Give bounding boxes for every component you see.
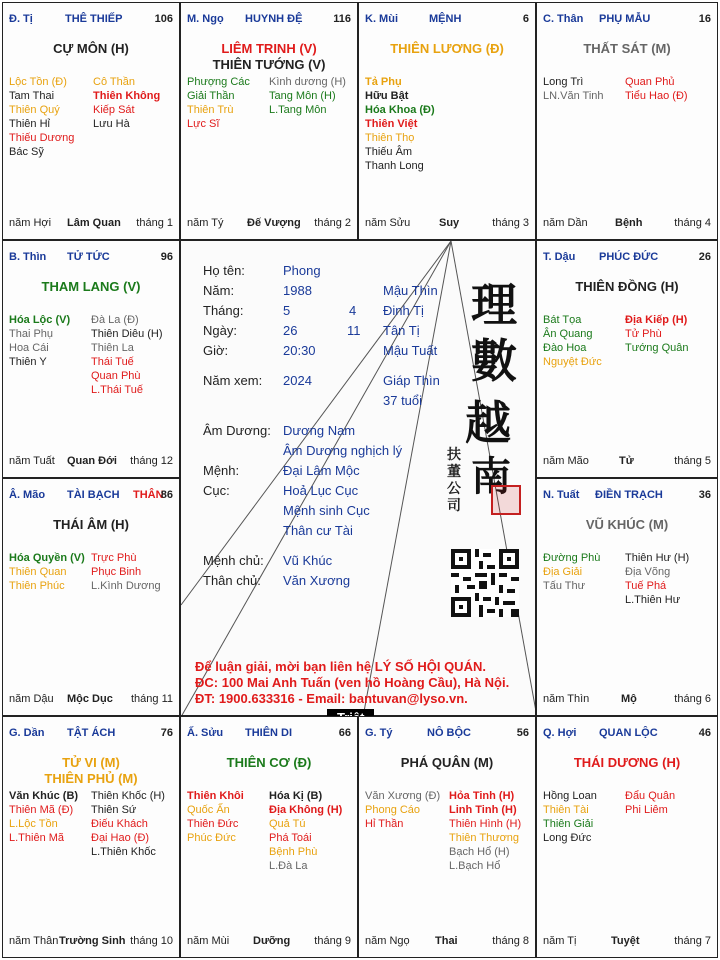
- minor-star: Phi Liêm: [625, 804, 668, 816]
- palace-year: năm Thân: [9, 935, 59, 947]
- minor-star: Bác Sỹ: [9, 146, 44, 158]
- palace-position: Q. Hợi: [543, 727, 577, 739]
- minor-star: L.Kình Dương: [91, 580, 161, 592]
- minor-star: Văn Khúc (B): [9, 790, 79, 802]
- minor-star: L.Thiên Mã: [9, 832, 65, 844]
- palace-dan: [2, 716, 180, 958]
- main-star: THÁI ÂM (H): [53, 517, 129, 532]
- minor-star: L.Đà La: [269, 860, 308, 872]
- minor-stars-left: [187, 75, 250, 131]
- minor-stars-left: [365, 75, 435, 173]
- palace-footer: [365, 935, 529, 949]
- minor-star: Địa Võng: [625, 566, 671, 578]
- palace-position: Ấ. Sửu: [187, 727, 224, 739]
- minor-star: Thiên Hình (H): [449, 818, 522, 830]
- palace-number: 36: [698, 489, 711, 501]
- value-menh-chu: Vũ Khúc: [283, 553, 333, 568]
- palace-footer: [9, 693, 173, 707]
- minor-star: Hoa Cái: [9, 342, 49, 354]
- minor-star: Lực Sĩ: [187, 118, 220, 130]
- palace-position: Đ. Tị: [9, 13, 33, 25]
- minor-star: Thiên Đức: [187, 818, 239, 830]
- minor-stars-right: [91, 313, 163, 397]
- palace-month: tháng 1: [136, 217, 173, 229]
- palace-position: C. Thân: [543, 13, 584, 25]
- palace-header: [543, 251, 711, 265]
- minor-stars-right: [449, 789, 521, 873]
- minor-star: Tấu Thư: [543, 580, 586, 592]
- palace-phase: Suy: [439, 217, 460, 229]
- label-than-chu: Thân chủ:: [203, 573, 261, 588]
- minor-star: Địa Không (H): [269, 804, 343, 816]
- main-stars: [3, 755, 179, 787]
- palace-month: tháng 4: [674, 217, 711, 229]
- calligraphy-char-1: 理: [471, 278, 517, 332]
- side-char-2: 董: [447, 464, 461, 480]
- value-ngay: 26: [283, 323, 298, 338]
- minor-star: Thái Tuế: [91, 356, 134, 368]
- main-star: THAM LANG (V): [41, 279, 141, 294]
- minor-star: Thiên Quan: [9, 566, 67, 578]
- palace-header: [187, 13, 351, 27]
- palace-number: 76: [160, 727, 173, 739]
- minor-star: Tiểu Hao (Đ): [625, 90, 688, 102]
- main-stars: [537, 279, 717, 295]
- minor-star: Thiên Giải: [543, 818, 594, 830]
- palace-position: T. Dậu: [543, 251, 576, 263]
- minor-star: Linh Tinh (H): [449, 804, 517, 816]
- minor-star: Cô Thần: [93, 76, 135, 88]
- palace-number: 26: [698, 251, 711, 263]
- palace-year: năm Dậu: [9, 693, 54, 705]
- red-seal-stamp: [491, 485, 521, 515]
- palace-footer: [9, 217, 173, 231]
- minor-star: Thiên Thọ: [365, 132, 415, 144]
- main-star: PHÁ QUÂN (M): [400, 755, 494, 770]
- minor-star: Hỉ Thần: [365, 818, 404, 830]
- label-nam-xem: Năm xem:: [203, 373, 263, 388]
- minor-star: Kiếp Sát: [93, 104, 135, 116]
- minor-star: Lộc Tồn (Đ): [9, 76, 67, 88]
- center-info-panel: [180, 240, 536, 716]
- minor-star: Địa Giải: [543, 566, 583, 578]
- palace-footer: [9, 455, 173, 469]
- minor-star: L.Thiên Khốc: [91, 846, 156, 858]
- label-am-duong: Âm Dương:: [203, 423, 271, 438]
- main-stars: [359, 41, 535, 57]
- palace-house-name: PHÚC ĐỨC: [599, 251, 659, 263]
- minor-stars-left: [9, 551, 85, 593]
- value-thang-can: Đinh Tị: [383, 303, 424, 318]
- palace-month: tháng 2: [314, 217, 351, 229]
- minor-star: Tướng Quân: [625, 342, 689, 354]
- minor-star: Đà La (Đ): [91, 314, 139, 326]
- main-star: THẤT SÁT (M): [583, 41, 671, 56]
- minor-star: L.Lộc Tồn: [9, 818, 58, 830]
- palace-phase: Dưỡng: [253, 935, 291, 947]
- palace-header: [365, 13, 529, 27]
- main-star: LIÊM TRINH (V): [221, 41, 317, 56]
- value-cuc-2: Mệnh sinh Cục: [283, 503, 370, 518]
- minor-stars-left: [543, 551, 600, 593]
- main-star: CỰ MÔN (H): [53, 41, 129, 56]
- minor-star: Thiên Việt: [365, 118, 418, 130]
- minor-stars-right: [269, 75, 346, 117]
- minor-star: Thiên Phúc: [9, 580, 65, 592]
- palace-footer: [543, 455, 711, 469]
- palace-than: [536, 2, 718, 240]
- main-stars: [537, 755, 717, 771]
- minor-star: L.Thiên Hư: [625, 594, 681, 606]
- palace-position: N. Tuất: [543, 489, 580, 501]
- palace-number: 6: [522, 13, 529, 25]
- palace-house-name: TỬ TỨC: [67, 251, 110, 263]
- minor-star: Thiên Quý: [9, 104, 60, 116]
- palace-header: [543, 489, 711, 503]
- value-nam-xem-can: Giáp Thìn: [383, 373, 440, 388]
- label-ngay: Ngày:: [203, 323, 237, 338]
- palace-number: 96: [160, 251, 173, 263]
- value-gio-can: Mậu Tuất: [383, 343, 438, 358]
- value-cuc-3: Thân cư Tài: [283, 523, 353, 538]
- minor-star: Văn Xương (Đ): [365, 790, 441, 802]
- minor-star: LN.Văn Tinh: [543, 90, 604, 102]
- palace-number: 46: [698, 727, 711, 739]
- minor-star: Thanh Long: [365, 160, 424, 172]
- palace-month: tháng 6: [674, 693, 711, 705]
- calligraphy-char-2: 數: [471, 334, 517, 388]
- minor-star: Tử Phù: [625, 328, 662, 340]
- minor-stars-left: [9, 75, 74, 159]
- side-char-1: 扶: [447, 447, 461, 463]
- minor-star: Bát Tọa: [543, 314, 582, 326]
- main-stars: [181, 755, 357, 771]
- minor-star: Thiên Diêu (H): [91, 328, 163, 340]
- palace-year: năm Tý: [187, 217, 224, 229]
- palace-phase: Mộc Dục: [67, 693, 113, 705]
- label-nam: Năm:: [203, 283, 235, 298]
- palace-house-name: TÀI BẠCH: [67, 489, 120, 501]
- palace-header: [9, 13, 173, 27]
- palace-position: B. Thìn: [9, 251, 47, 263]
- minor-star: Phá Toái: [269, 832, 312, 844]
- minor-star: Hóa Kị (B): [269, 790, 323, 802]
- minor-star: Hồng Loan: [543, 790, 597, 802]
- minor-stars-left: [9, 789, 78, 845]
- main-star: THIÊN TƯỚNG (V): [212, 57, 326, 72]
- value-ngay-am: 11: [347, 323, 361, 338]
- palace-footer: [543, 693, 711, 707]
- palace-ty2: [358, 716, 536, 958]
- main-star: THÁI DƯƠNG (H): [573, 755, 681, 770]
- contact-line-1: Để luận giải, mời bạn liên hệ LÝ SỐ HỘI QUÁN.: [195, 659, 486, 674]
- value-thang-am: 4: [349, 303, 357, 318]
- value-gio: 20:30: [283, 343, 316, 358]
- palace-month: tháng 7: [674, 935, 711, 947]
- palace-header: [543, 13, 711, 27]
- palace-house-name: THÊ THIẾP: [65, 13, 123, 25]
- contact-line-3: ĐT: 1900.633316 - Email: bantuvan@lyso.vn.: [195, 691, 468, 706]
- label-gio: Giờ:: [203, 343, 229, 358]
- value-nam: 1988: [283, 283, 312, 298]
- main-star: THIÊN ĐỒNG (H): [575, 279, 679, 294]
- minor-star: Thiếu Âm: [365, 146, 413, 158]
- palace-number: 66: [338, 727, 351, 739]
- main-star: VŨ KHÚC (M): [585, 517, 669, 532]
- minor-star: Thai Phụ: [9, 328, 54, 340]
- minor-star: Trực Phù: [91, 552, 137, 564]
- palace-year: năm Hợi: [9, 217, 52, 229]
- palace-phase: Tuyệt: [611, 935, 640, 947]
- palace-thin: [2, 240, 180, 478]
- palace-month: tháng 5: [674, 455, 711, 467]
- palace-mui: [358, 2, 536, 240]
- minor-star: Tam Thai: [9, 90, 55, 102]
- minor-stars-right: [91, 551, 161, 593]
- palace-tuat: [536, 478, 718, 716]
- minor-star: Tuế Phá: [625, 580, 667, 592]
- palace-phase: Tử: [619, 455, 634, 467]
- label-ho-ten: Họ tên:: [203, 263, 245, 278]
- palace-house-name: TẬT ÁCH: [67, 727, 116, 739]
- minor-stars-right: [269, 789, 342, 873]
- minor-star: Thiên La: [91, 342, 134, 354]
- palace-position: M. Ngọ: [187, 13, 224, 25]
- palace-house-name: HUYNH ĐỆ: [245, 13, 303, 25]
- minor-star: Quan Phủ: [625, 76, 675, 88]
- palace-month: tháng 3: [492, 217, 529, 229]
- minor-star: Thiếu Dương: [9, 132, 75, 144]
- minor-star: Thiên Khốc (H): [91, 790, 165, 802]
- palace-month: tháng 9: [314, 935, 351, 947]
- minor-star: Hóa Khoa (Đ): [365, 104, 435, 116]
- minor-stars-left: [365, 789, 440, 831]
- palace-phase: Trường Sinh: [59, 935, 126, 947]
- label-thang: Tháng:: [203, 303, 244, 318]
- main-star: THIÊN LƯƠNG (Đ): [390, 41, 504, 56]
- minor-star: Thiên Sứ: [91, 804, 137, 816]
- palace-ty: [2, 2, 180, 240]
- minor-star: Thiên Trù: [187, 104, 234, 116]
- palace-phase: Thai: [435, 935, 458, 947]
- value-menh: Đại Lâm Mộc: [283, 463, 360, 478]
- palace-number: 56: [516, 727, 529, 739]
- minor-stars-right: [93, 75, 160, 131]
- palace-suu: [180, 716, 358, 958]
- value-than-chu: Văn Xương: [283, 573, 351, 588]
- value-am-duong: Dương Nam: [283, 423, 356, 438]
- palace-footer: [365, 217, 529, 231]
- main-stars: [359, 755, 535, 771]
- minor-star: Đường Phù: [543, 552, 601, 564]
- palace-ngo: [180, 2, 358, 240]
- contact-line-2: ĐC: 100 Mai Anh Tuấn (ven hồ Hoàng Cầu), Hà Nội.: [195, 675, 510, 690]
- palace-house-name: NÔ BỘC: [427, 727, 471, 739]
- minor-star: Kình dương (H): [269, 76, 346, 88]
- minor-stars-left: [543, 789, 597, 845]
- minor-star: Lưu Hà: [93, 118, 130, 130]
- palace-hoi: [536, 716, 718, 958]
- minor-star: Long Trì: [543, 76, 584, 88]
- main-stars: [3, 41, 179, 57]
- palace-year: năm Thìn: [543, 693, 590, 705]
- main-stars: [537, 41, 717, 57]
- palace-position: G. Dần: [9, 727, 45, 739]
- palace-year: năm Mùi: [187, 935, 230, 947]
- palace-footer: [543, 217, 711, 231]
- value-nam-xem: 2024: [283, 373, 312, 388]
- minor-star: Phục Binh: [91, 566, 142, 578]
- minor-star: Bệnh Phù: [269, 846, 318, 858]
- main-star: TỬ VI (M): [62, 755, 120, 770]
- palace-footer: [9, 935, 173, 949]
- value-tuoi: 37 tuổi: [383, 393, 423, 408]
- minor-star: Thiên Tài: [543, 804, 589, 816]
- minor-stars-right: [625, 313, 689, 355]
- minor-star: Hóa Quyền (V): [9, 552, 85, 564]
- palace-house-name: PHỤ MẪU: [599, 13, 651, 25]
- minor-star: Thiên Mã (Đ): [9, 804, 74, 816]
- label-menh: Mệnh:: [203, 463, 240, 478]
- minor-star: Ân Quang: [543, 328, 593, 340]
- palace-year: năm Ngọ: [365, 935, 410, 947]
- minor-star: L.Thái Tuế: [91, 384, 143, 396]
- palace-number: 16: [698, 13, 711, 25]
- minor-star: Hỏa Tinh (H): [449, 790, 515, 802]
- palace-than-marker: THÂN: [133, 489, 164, 501]
- value-cuc: Hoả Lục Cục: [283, 483, 359, 498]
- palace-year: năm Tị: [543, 935, 577, 947]
- minor-star: L.Bạch Hổ: [449, 860, 501, 872]
- main-stars: [3, 279, 179, 295]
- palace-year: năm Tuất: [9, 455, 55, 467]
- minor-stars-left: [9, 313, 70, 369]
- value-ho-ten: Phong: [283, 263, 321, 278]
- minor-stars-right: [625, 789, 675, 817]
- minor-star: L.Tang Môn: [269, 104, 327, 116]
- palace-position: K. Mùi: [365, 13, 398, 25]
- palace-mao: [2, 478, 180, 716]
- palace-phase: Đế Vượng: [247, 217, 301, 229]
- palace-footer: [187, 935, 351, 949]
- palace-header: [9, 727, 173, 741]
- minor-stars-right: [625, 75, 688, 103]
- minor-star: Điếu Khách: [91, 818, 148, 830]
- minor-star: Đẩu Quân: [625, 790, 676, 802]
- minor-star: Địa Kiếp (H): [625, 314, 688, 326]
- palace-header: [365, 727, 529, 741]
- value-am-duong-2: Âm Dương nghịch lý: [283, 443, 403, 458]
- palace-month: tháng 10: [130, 935, 173, 947]
- palace-phase: Bệnh: [615, 217, 643, 229]
- palace-house-name: MỆNH: [429, 13, 462, 25]
- palace-house-name: ĐIỀN TRẠCH: [595, 489, 663, 501]
- minor-star: Quốc Ấn: [187, 804, 230, 816]
- minor-star: Giải Thần: [187, 90, 235, 102]
- minor-star: Đại Hao (Đ): [91, 832, 150, 844]
- palace-phase: Quan Đới: [67, 455, 117, 467]
- palace-year: năm Sửu: [365, 217, 411, 229]
- calligraphy-char-3: 越: [465, 396, 511, 450]
- palace-header: [543, 727, 711, 741]
- palace-position: G. Tý: [365, 727, 393, 739]
- palace-header: [9, 489, 173, 503]
- calligraphy-char-4: 南: [471, 453, 511, 500]
- minor-stars-right: [625, 551, 689, 607]
- palace-footer: [187, 217, 351, 231]
- minor-star: Thiên Hỉ: [9, 118, 50, 130]
- minor-star: Hóa Lộc (V): [9, 314, 71, 326]
- palace-house-name: THIÊN DI: [245, 727, 293, 739]
- main-stars: [3, 517, 179, 533]
- main-stars: [181, 41, 357, 73]
- side-char-3: 公: [447, 481, 461, 497]
- minor-star: Thiên Y: [9, 356, 47, 368]
- value-nam-can: Mậu Thìn: [383, 283, 438, 298]
- main-stars: [537, 517, 717, 533]
- palace-phase: Lâm Quan: [67, 217, 121, 229]
- minor-star: Quan Phù: [91, 370, 141, 382]
- palace-header: [9, 251, 173, 265]
- palace-year: năm Dần: [543, 217, 588, 229]
- minor-stars-left: [543, 313, 602, 369]
- minor-star: Đào Hoa: [543, 342, 587, 354]
- minor-star: Bạch Hổ (H): [449, 846, 510, 858]
- qr-code: [451, 549, 519, 617]
- minor-star: Nguyệt Đức: [543, 356, 602, 368]
- palace-number: 116: [333, 13, 351, 25]
- palace-month: tháng 8: [492, 935, 529, 947]
- minor-star: Long Đức: [543, 832, 592, 844]
- palace-number: 86: [160, 489, 173, 501]
- palace-header: [187, 727, 351, 741]
- minor-stars-left: [543, 75, 604, 103]
- palace-dau: [536, 240, 718, 478]
- palace-phase: Mộ: [621, 693, 637, 705]
- palace-number: 106: [154, 13, 173, 25]
- minor-stars-right: [91, 789, 165, 859]
- palace-year: năm Mão: [543, 455, 589, 467]
- main-star: THIÊN PHỦ (M): [44, 771, 138, 786]
- label-menh-chu: Mệnh chủ:: [203, 553, 264, 568]
- minor-star: Thiên Không: [93, 90, 161, 102]
- minor-star: Thiên Thương: [449, 832, 520, 844]
- palace-month: tháng 12: [130, 455, 173, 467]
- palace-footer: [543, 935, 711, 949]
- minor-star: Thiên Khôi: [187, 790, 244, 802]
- minor-star: Tang Môn (H): [269, 90, 336, 102]
- palace-position: Â. Mão: [9, 489, 46, 501]
- minor-star: Tả Phụ: [365, 76, 402, 88]
- value-ngay-can: Tân Tị: [383, 323, 420, 338]
- palace-month: tháng 11: [130, 693, 173, 705]
- minor-stars-left: [187, 789, 244, 845]
- minor-star: Hữu Bật: [365, 90, 409, 102]
- side-char-4: 司: [447, 498, 461, 514]
- minor-star: Phúc Đức: [187, 832, 236, 844]
- minor-star: Phượng Các: [187, 76, 250, 88]
- palace-house-name: QUAN LỘC: [599, 727, 658, 739]
- minor-star: Phong Cáo: [365, 804, 421, 816]
- minor-star: Thiên Hư (H): [625, 552, 690, 564]
- minor-star: Quả Tú: [269, 818, 306, 830]
- label-cuc: Cục:: [203, 483, 230, 498]
- main-star: THIÊN CƠ (Đ): [226, 755, 312, 770]
- side-seal-text: [447, 447, 463, 515]
- value-thang: 5: [283, 303, 291, 318]
